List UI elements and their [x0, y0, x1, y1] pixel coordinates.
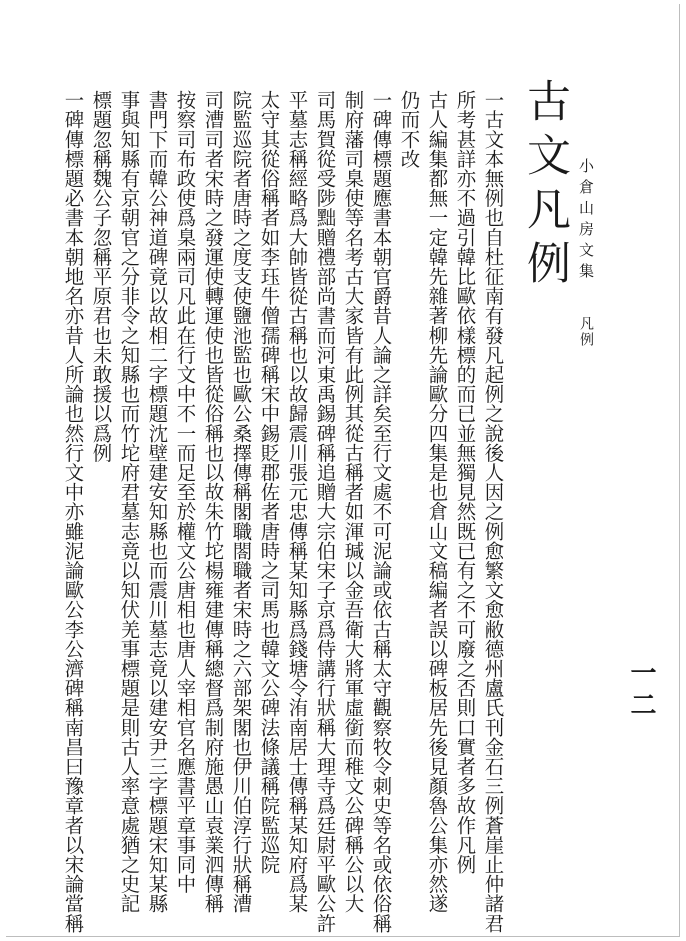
running-head: 小倉山房文集 — [577, 158, 595, 284]
page-number: 一二 — [626, 659, 656, 723]
text-column: 事與知縣有京朝官之分非令之知縣也而竹坨府君墓志竟以知伏羌事標題是則古人率意處猶之史記 — [117, 90, 141, 914]
text-column: 一碑傳標題必書本朝地名亦昔人所論也然行文中亦雖泥論歐公李公濟碑稱南昌曰豫章者以宋論當稱 — [61, 90, 85, 933]
text-column: 古人編集都無一定韓先雜著柳先論歐分四集是也倉山文稿編者誤以碑板居先後見顏魯公集亦然遂 — [425, 90, 449, 914]
text-column: 標題忽稱魏公子忽稱平原君也未敢援以爲例 — [89, 90, 113, 463]
text-column: 按察司布政使爲臬兩司凡此在行文中不一而足至於權文公唐相也唐人宰相官名應書平章事同中 — [173, 90, 197, 894]
text-column: 一古文本無例也自杜征南有發凡起例之說後人因之例愈繁文愈敝德州盧氏刊金石三例蒼崖止仲諸君 — [481, 90, 505, 933]
text-column: 制府藩司臬使等名考古大家皆有此例其從古稱者如渾瑊以金吾衛大將軍虛銜而稚文公碑稱公以大 — [341, 90, 365, 914]
text-column: 仍而不改 — [397, 90, 421, 169]
text-column: 平墓志稱經略爲大帥皆從古稱也以故歸震川張元忠傳稱某知縣爲錢塘令洧南居士傳稱某知府爲某 — [285, 90, 309, 914]
text-column: 司馬賀從受陟黜贈禮部尚書而河東禹錫碑稱追贈大宗伯宋子京爲侍講行狀稱大理寺爲廷尉平歐公許 — [313, 90, 337, 933]
text-column: 一碑傳標題應書本朝官爵昔人論之詳矣至行文處不可泥論或依古稱太守觀察牧令刺史等名或依俗稱 — [369, 90, 393, 933]
text-column: 太守其從俗稱者如李珏牛僧孺碑稱宋中錫貶郡佐者唐時之司馬也韓文公碑法條議稱院監巡院 — [257, 90, 281, 874]
text-column: 書門下而韓公神道碑竟以故相二字標題沈壁建安知縣也而震川墓志竟以建安尹三字標題宋知某縣 — [145, 90, 169, 914]
text-column: 司漕司者宋時之發運使轉運使也皆從俗稱也以故朱竹坨楊雍建傳稱總督爲制府施愚山袁業泗傳稱 — [201, 90, 225, 914]
page-title: 古文凡例 — [519, 78, 570, 294]
text-column: 院監巡院者唐時之度支使鹽池監也歐公桑擇傳稱閣職閤職者宋時之六部架閣也伊川伯淳行狀稱漕 — [229, 90, 253, 914]
section-label: 凡例 — [578, 316, 594, 348]
text-column: 所考甚詳亦不過引韓比歐依樣標的而已並無獨見然既已有之不可廢之否則口實者多故作凡例 — [453, 90, 477, 874]
